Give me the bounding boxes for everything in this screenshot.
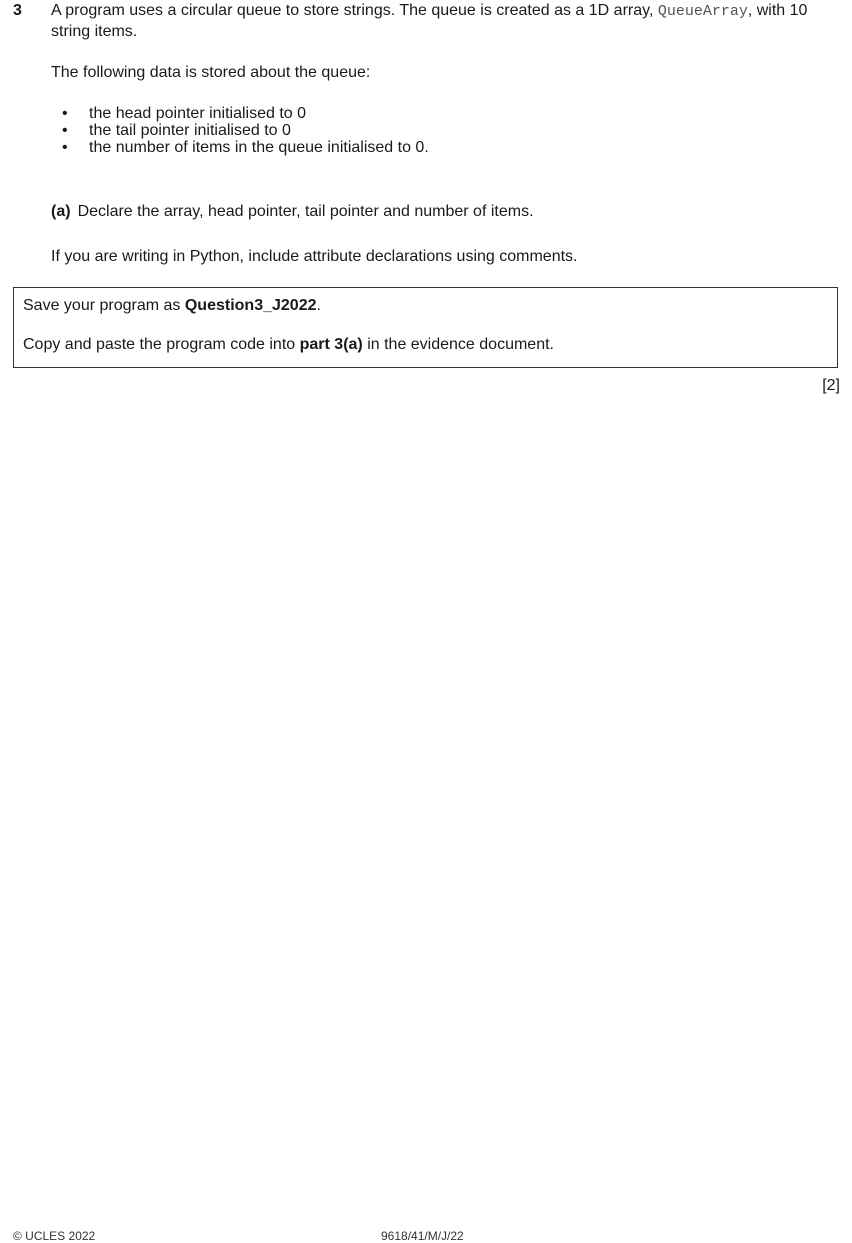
copy-instruction	[23, 335, 554, 355]
bullet-icon: •	[62, 139, 68, 156]
bullet-list	[51, 105, 429, 156]
part-a-label: (a)	[51, 203, 71, 220]
intro-text-start: A program uses a circular queue to store strings. The queue is created as a 1D array,	[51, 2, 658, 19]
part-a-instruction	[51, 202, 534, 222]
python-note: If you are writing in Python, include attribute declarations using comments.	[51, 248, 578, 265]
list-item	[51, 139, 429, 156]
bullet-icon: •	[62, 105, 68, 122]
evidence-part-reference: part 3(a)	[299, 336, 363, 353]
marks-allocation: [2]	[822, 377, 840, 394]
intro-text-end: , with 10 string items.	[51, 2, 808, 40]
footer-paper-code: 9618/41/M/J/22	[381, 1229, 464, 1243]
list-item	[51, 122, 429, 139]
list-item-text: the head pointer initialised to 0	[89, 105, 307, 122]
queue-array-code: QueueArray	[657, 3, 748, 20]
bullet-icon: •	[62, 122, 68, 139]
copy-text-end: in the evidence document.	[362, 336, 554, 353]
program-filename: Question3_J2022	[184, 297, 317, 314]
copy-text-start: Copy and paste the program code into	[23, 336, 300, 353]
list-item-text: the number of items in the queue initialised to 0.	[89, 139, 429, 156]
part-a-text: Declare the array, head pointer, tail pointer and number of items.	[77, 203, 534, 220]
save-text-end: .	[316, 297, 321, 314]
question-intro	[51, 1, 841, 42]
evidence-instructions-box	[13, 287, 838, 368]
footer-copyright: © UCLES 2022	[13, 1229, 96, 1243]
stored-data-line: The following data is stored about the queue:	[51, 64, 371, 81]
save-text-start: Save your program as	[23, 297, 185, 314]
list-item-text: the tail pointer initialised to 0	[89, 122, 291, 139]
save-instruction	[23, 296, 321, 316]
list-item	[51, 105, 429, 122]
question-number: 3	[13, 2, 22, 19]
